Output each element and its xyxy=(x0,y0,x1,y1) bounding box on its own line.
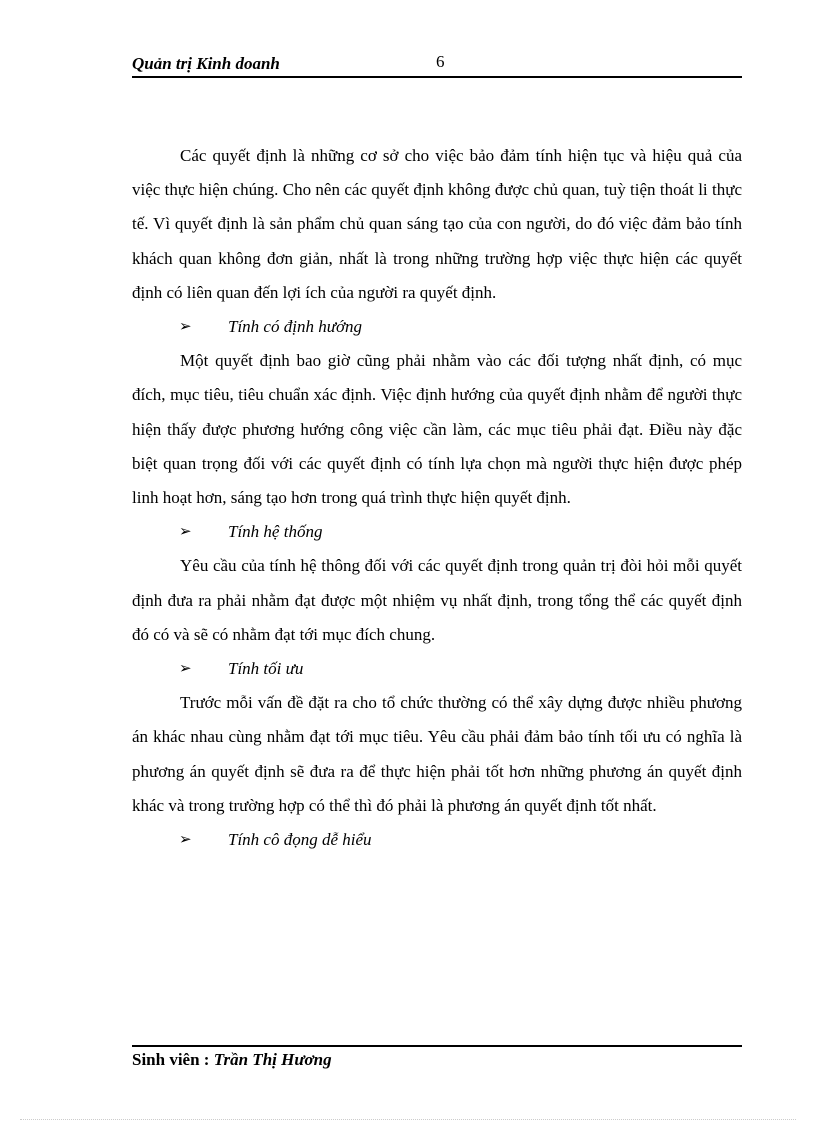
bullet-item-4 xyxy=(132,823,742,857)
arrowhead-bullet-icon: ➢ xyxy=(179,319,192,336)
bullet-item-3 xyxy=(132,652,742,686)
header-title: Quản trị Kinh doanh xyxy=(132,54,280,73)
bullet-item-1 xyxy=(132,310,742,344)
page-header xyxy=(132,52,742,78)
page-content xyxy=(132,139,742,857)
paragraph-4: Trước mỗi vấn đề đặt ra cho tổ chức thường có thể xây dựng được nhiều phương án khác nhau cùng nhằm đạt tới mục tiêu. Yêu cầu phải đảm bảo tính tối ưu có nghĩa là phương án quyết định sẽ đưa ra để thực hiện phải tốt hơn những phương án quyết định khác và trong trường hợp có thể thì đó phải là phương án quyết định tốt nhất. xyxy=(132,693,742,815)
arrowhead-bullet-icon: ➢ xyxy=(179,661,192,678)
paragraph-3: Yêu cầu của tính hệ thông đối với các quyết định trong quản trị đòi hỏi mỗi quyết định đưa ra phải nhằm đạt được một nhiệm vụ nhất định, trong tổng thể các quyết định đó có và sẽ có nhằm đạt tới mục đích chung. xyxy=(132,556,742,644)
paragraph-2: Một quyết định bao giờ cũng phải nhằm vào các đối tượng nhất định, có mục đích, mục tiêu, tiêu chuẩn xác định. Việc định hướng của quyết định nhằm để người thực hiện thấy được phương hướng công việc cần làm, các mục tiêu phải đạt. Điều này đặc biệt quan trọng đối với các quyết định có tính lựa chọn mà người thực hiện được phép linh hoạt hơn, sáng tạo hơn trong quá trình thực hiện quyết định. xyxy=(132,351,742,508)
footer-label: Sinh viên : xyxy=(132,1050,214,1069)
bullet-text-2: Tính hệ thống xyxy=(228,522,323,542)
arrowhead-bullet-icon: ➢ xyxy=(179,832,192,849)
bullet-text-1: Tính có định hướng xyxy=(228,317,363,337)
student-name: Trần Thị Hương xyxy=(213,1050,332,1069)
bullet-text-4: Tính cô đọng dễ hiểu xyxy=(228,830,372,850)
page-footer xyxy=(132,1045,742,1070)
paragraph-1: Các quyết định là những cơ sở cho việc bảo đảm tính hiện tục và hiệu quả của việc thực hiện chúng. Cho nên các quyết định không được chủ quan, tuỳ tiện thoát li thực tế. Vì quyết định là sản phẩm chủ quan sáng tạo của con người, do đó việc đảm bảo tính khách quan không đơn giản, nhất là trong những trường hợp việc thực hiện các quyết định có liên quan đến lợi ích của người ra quyết định. xyxy=(132,146,742,302)
bullet-text-3: Tính tối ưu xyxy=(228,659,304,679)
page-edge-divider xyxy=(20,1119,796,1120)
bullet-item-2 xyxy=(132,515,742,549)
page-number: 6 xyxy=(436,52,445,71)
arrowhead-bullet-icon: ➢ xyxy=(179,524,192,541)
